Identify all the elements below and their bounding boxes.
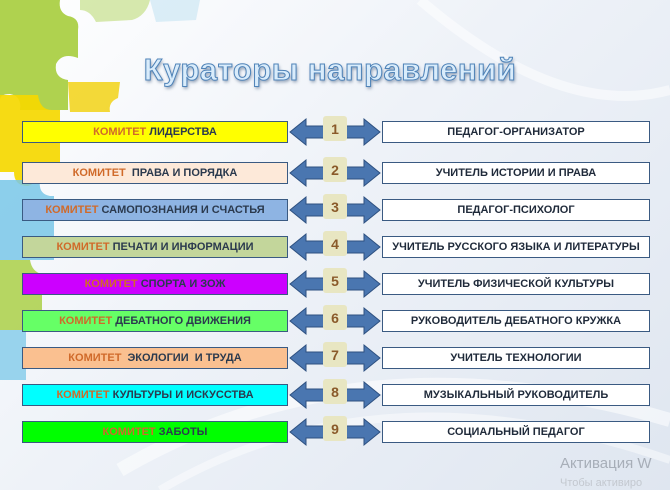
curator-row (0, 347, 670, 373)
row-number: 2 (323, 157, 347, 182)
committee-name: ДЕБАТНОГО ДВИЖЕНИЯ (115, 315, 251, 327)
committee-box (22, 421, 288, 443)
curator-role-box: ПЕДАГОГ-ПСИХОЛОГ (382, 199, 650, 221)
curator-row (0, 162, 670, 188)
row-number: 7 (323, 342, 347, 367)
activation-watermark-subtext: Чтобы активиро (560, 477, 643, 489)
activation-watermark: Активация W (560, 455, 652, 472)
committee-name: КУЛЬТУРЫ И ИСКУССТВА (112, 389, 254, 401)
curator-role-box: СОЦИАЛЬНЫЙ ПЕДАГОГ (382, 421, 650, 443)
curator-row (0, 121, 670, 147)
row-number: 8 (323, 379, 347, 404)
row-number: 1 (323, 116, 347, 141)
curator-role-box: УЧИТЕЛЬ РУССКОГО ЯЗЫКА И ЛИТЕРАТУРЫ (382, 236, 650, 258)
curator-row (0, 199, 670, 225)
committee-name: СПОРТА И ЗОЖ (140, 278, 226, 290)
curator-role-box: РУКОВОДИТЕЛЬ ДЕБАТНОГО КРУЖКА (382, 310, 650, 332)
committee-box (22, 121, 288, 143)
committee-name: ЭКОЛОГИИ И ТРУДА (124, 352, 242, 364)
row-number: 4 (323, 231, 347, 256)
committee-name: ЗАБОТЫ (158, 426, 208, 438)
curator-role-box: МУЗЫКАЛЬНЫЙ РУКОВОДИТЕЛЬ (382, 384, 650, 406)
committee-name: ПРАВА И ПОРЯДКА (128, 167, 238, 179)
row-number: 5 (323, 268, 347, 293)
page-title: Кураторы направлений (143, 52, 517, 87)
curator-role-box: УЧИТЕЛЬ ИСТОРИИ И ПРАВА (382, 162, 650, 184)
committee-box (22, 162, 288, 184)
row-number: 3 (323, 194, 347, 219)
curator-row (0, 273, 670, 299)
committee-prefix: КОМИТЕТ (45, 204, 99, 216)
curator-role-box: УЧИТЕЛЬ ФИЗИЧЕСКОЙ КУЛЬТУРЫ (382, 273, 650, 295)
committee-name: САМОПОЗНАНИЯ И СЧАСТЬЯ (101, 204, 265, 216)
committee-box (22, 273, 288, 295)
puzzle-piece-blue-top (150, 0, 200, 22)
committee-box (22, 384, 288, 406)
curator-row (0, 384, 670, 410)
committee-prefix: КОМИТЕТ (59, 315, 113, 327)
curator-role-box: УЧИТЕЛЬ ТЕХНОЛОГИИ (382, 347, 650, 369)
committee-prefix: КОМИТЕТ (68, 352, 122, 364)
committee-box (22, 310, 288, 332)
committee-box (22, 199, 288, 221)
committee-name: ЛИДЕРСТВА (149, 126, 217, 138)
committee-prefix: КОМИТЕТ (56, 241, 110, 253)
curator-row (0, 421, 670, 447)
curator-row (0, 310, 670, 336)
committee-prefix: КОМИТЕТ (102, 426, 156, 438)
row-number: 9 (323, 416, 347, 441)
row-number: 6 (323, 305, 347, 330)
curator-row (0, 236, 670, 262)
committee-prefix: КОМИТЕТ (72, 167, 126, 179)
puzzle-piece-green-top (80, 0, 150, 22)
committee-prefix: КОМИТЕТ (93, 126, 147, 138)
committee-box (22, 347, 288, 369)
committee-prefix: КОМИТЕТ (84, 278, 138, 290)
curator-role-box: ПЕДАГОГ-ОРГАНИЗАТОР (382, 121, 650, 143)
committee-name: ПЕЧАТИ И ИНФОРМАЦИИ (112, 241, 254, 253)
committee-prefix: КОМИТЕТ (56, 389, 110, 401)
committee-box (22, 236, 288, 258)
